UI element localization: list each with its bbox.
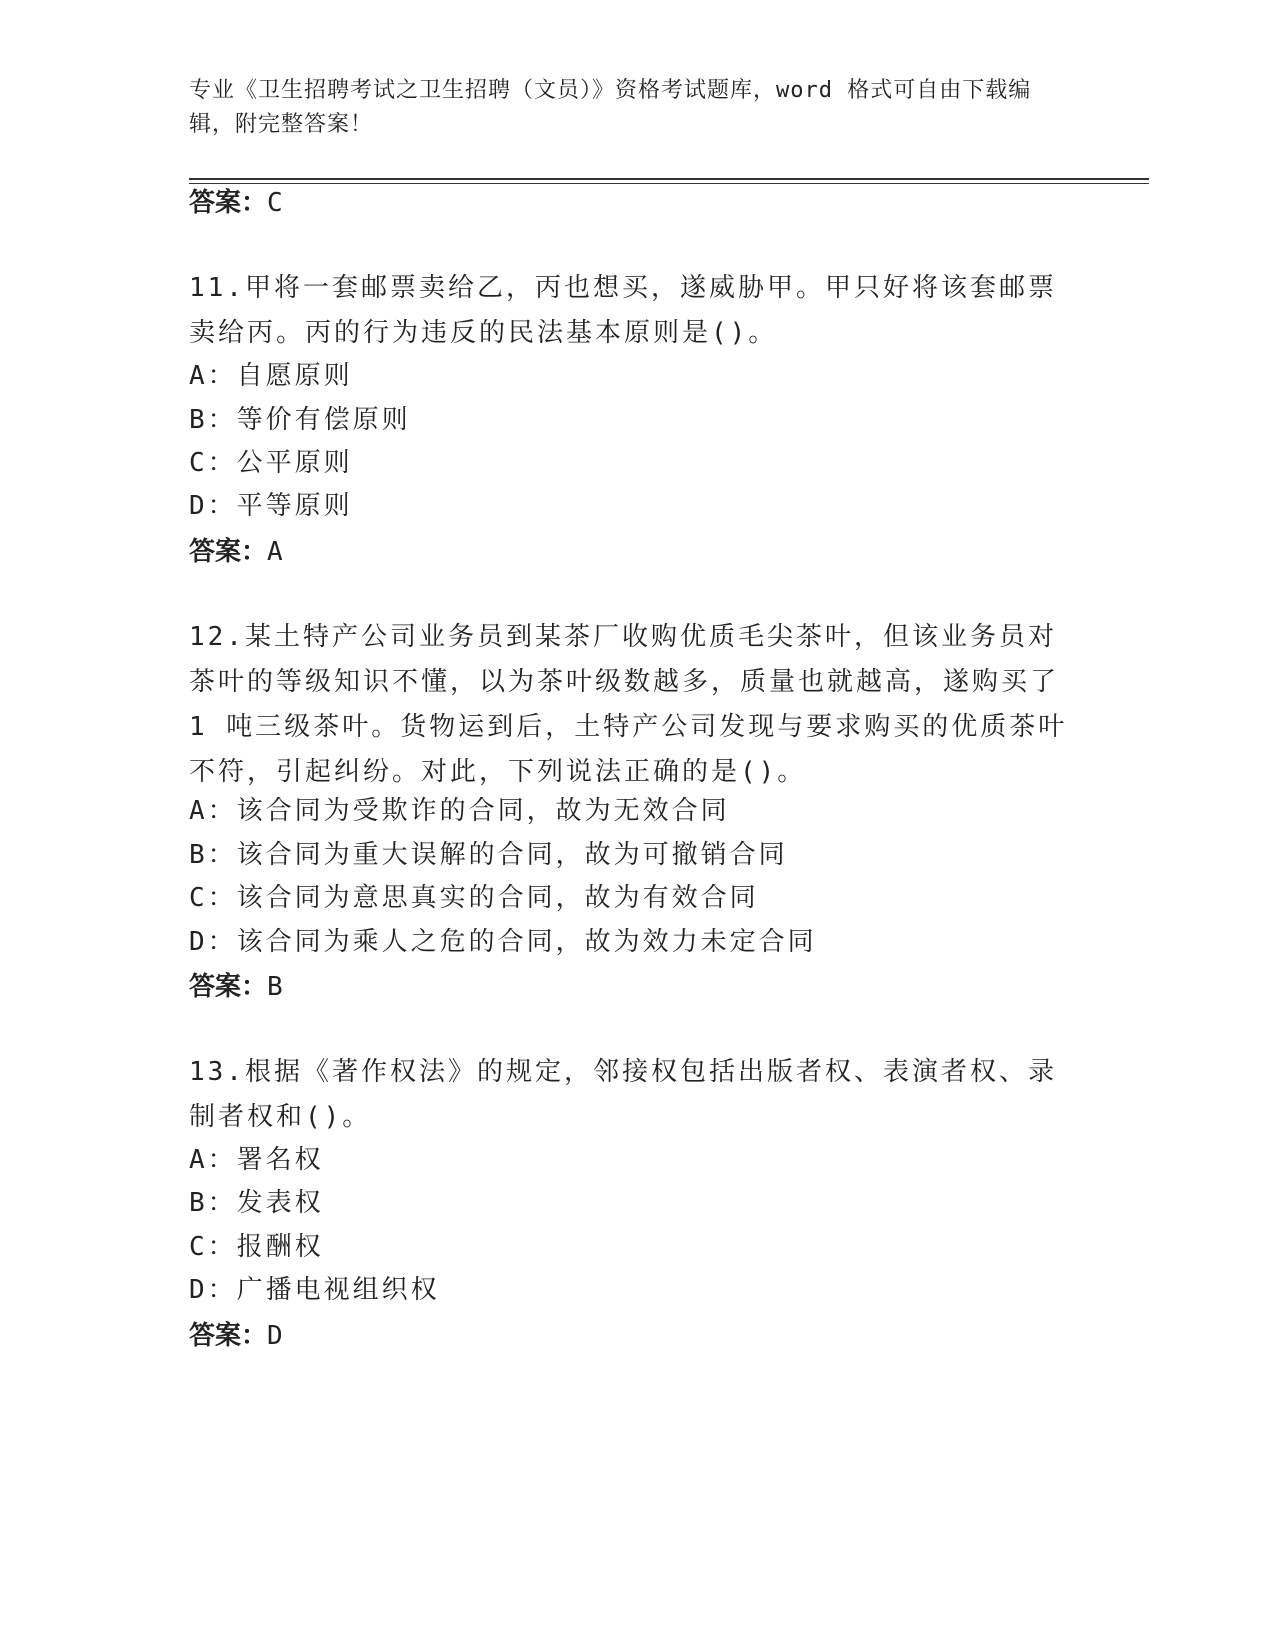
document-header: 专业《卫生招聘考试之卫生招聘（文员）》资格考试题库，word 格式可自由下载编辑，附完整答案！ [189,78,1032,137]
question-text: 11.甲将一套邮票卖给乙，丙也想买，遂威胁甲。甲只好将该套邮票卖给丙。丙的行为违反的民法基本原则是()。 [189,273,1057,348]
option-d: D：平等原则 [189,491,353,521]
option-a: A：署名权 [189,1145,324,1175]
answer-value: A [267,537,283,567]
answer-value: B [267,972,283,1002]
option-c: C：报酬权 [189,1232,324,1262]
question-text: 12.某土特产公司业务员到某茶厂收购优质毛尖茶叶，但该业务员对茶叶的等级知识不懂，以为茶叶级数越多，质量也就越高，遂购买了 1 吨三级茶叶。货物运到后，土特产公司发现与要求购买的优质茶叶不符，引起纠纷。对此，下列说法正确的是()。 [189,622,1068,787]
option-a: A：自愿原则 [189,361,353,391]
option-a: A：该合同为受欺诈的合同，故为无效合同 [189,796,730,826]
answer-label: 答案： [189,188,268,218]
option-d: D：该合同为乘人之危的合同，故为效力未定合同 [189,927,817,957]
option-b: B：等价有偿原则 [189,405,411,435]
option-c: C：该合同为意思真实的合同，故为有效合同 [189,883,759,913]
option-d: D：广播电视组织权 [189,1275,440,1305]
option-b: B：发表权 [189,1188,324,1218]
answer-value: C [267,188,283,218]
answer-label: 答案： [189,972,268,1002]
answer-value: D [267,1321,283,1351]
answer-line [189,1319,283,1353]
option-b: B：该合同为重大误解的合同，故为可撤销合同 [189,840,788,870]
answer-line [189,186,283,220]
answer-label: 答案： [189,537,268,567]
question-text: 13.根据《著作权法》的规定，邻接权包括出版者权、表演者权、录制者权和()。 [189,1057,1057,1132]
answer-line [189,970,283,1004]
answer-line [189,535,283,569]
option-c: C：公平原则 [189,448,353,478]
header-divider [189,178,1149,184]
answer-label: 答案： [189,1321,268,1351]
